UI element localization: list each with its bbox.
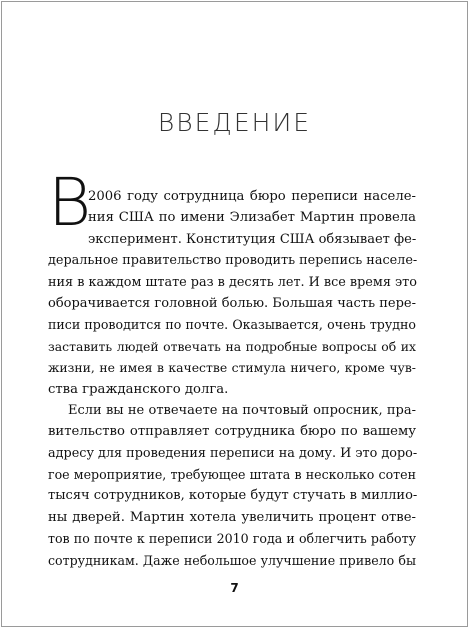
text-line: тысяч сотрудников, которые будут стучать в миллио- xyxy=(48,488,418,504)
text-line: 2006 году сотрудница бюро переписи населе- xyxy=(88,189,416,204)
text-line: писи проводится по почте. Оказывается, очень трудно xyxy=(48,317,416,333)
text-line: ны дверей. Мартин хотела увеличить процент отве- xyxy=(48,509,416,525)
text-line: Если вы не отвечаете на почтовый опросник, пра- xyxy=(68,402,416,418)
text-line: оборачивается головной болью. Большая часть пере- xyxy=(48,295,416,311)
text-line: деральное правительство проводить перепись населе- xyxy=(48,253,418,269)
text-line: сотрудникам. Даже небольшое улучшение привело бы xyxy=(48,552,416,568)
text-line: ния США по имени Элизабет Мартин провела xyxy=(88,210,416,226)
text-line: эксперимент. Конституция США обязывает фе- xyxy=(88,231,417,247)
book-page xyxy=(1,1,468,627)
chapter-title: ВВЕДЕНИЕ xyxy=(157,108,312,137)
drop-cap: В xyxy=(48,164,92,241)
text-line: гое мероприятие, требующее штата в несколько сотен xyxy=(48,467,416,483)
page-number: 7 xyxy=(230,581,239,595)
body-text xyxy=(48,186,416,571)
text-line: ния в каждом штате раз в десять лет. И все время это xyxy=(48,274,417,290)
text-line: ства гражданского долга. xyxy=(48,381,229,397)
text-line: адресу для проведения переписи на дому. И это доро- xyxy=(48,445,418,461)
text-line: тов по почте к переписи 2010 года и облегчить работу xyxy=(48,531,416,547)
text-line: заставить людей отвечать на подробные вопросы об их xyxy=(48,338,416,354)
text-line: вительство отправляет сотрудника бюро по вашему xyxy=(48,424,416,440)
text-line: жизни, не имея в качестве стимула ничего, кроме чув- xyxy=(48,360,416,376)
